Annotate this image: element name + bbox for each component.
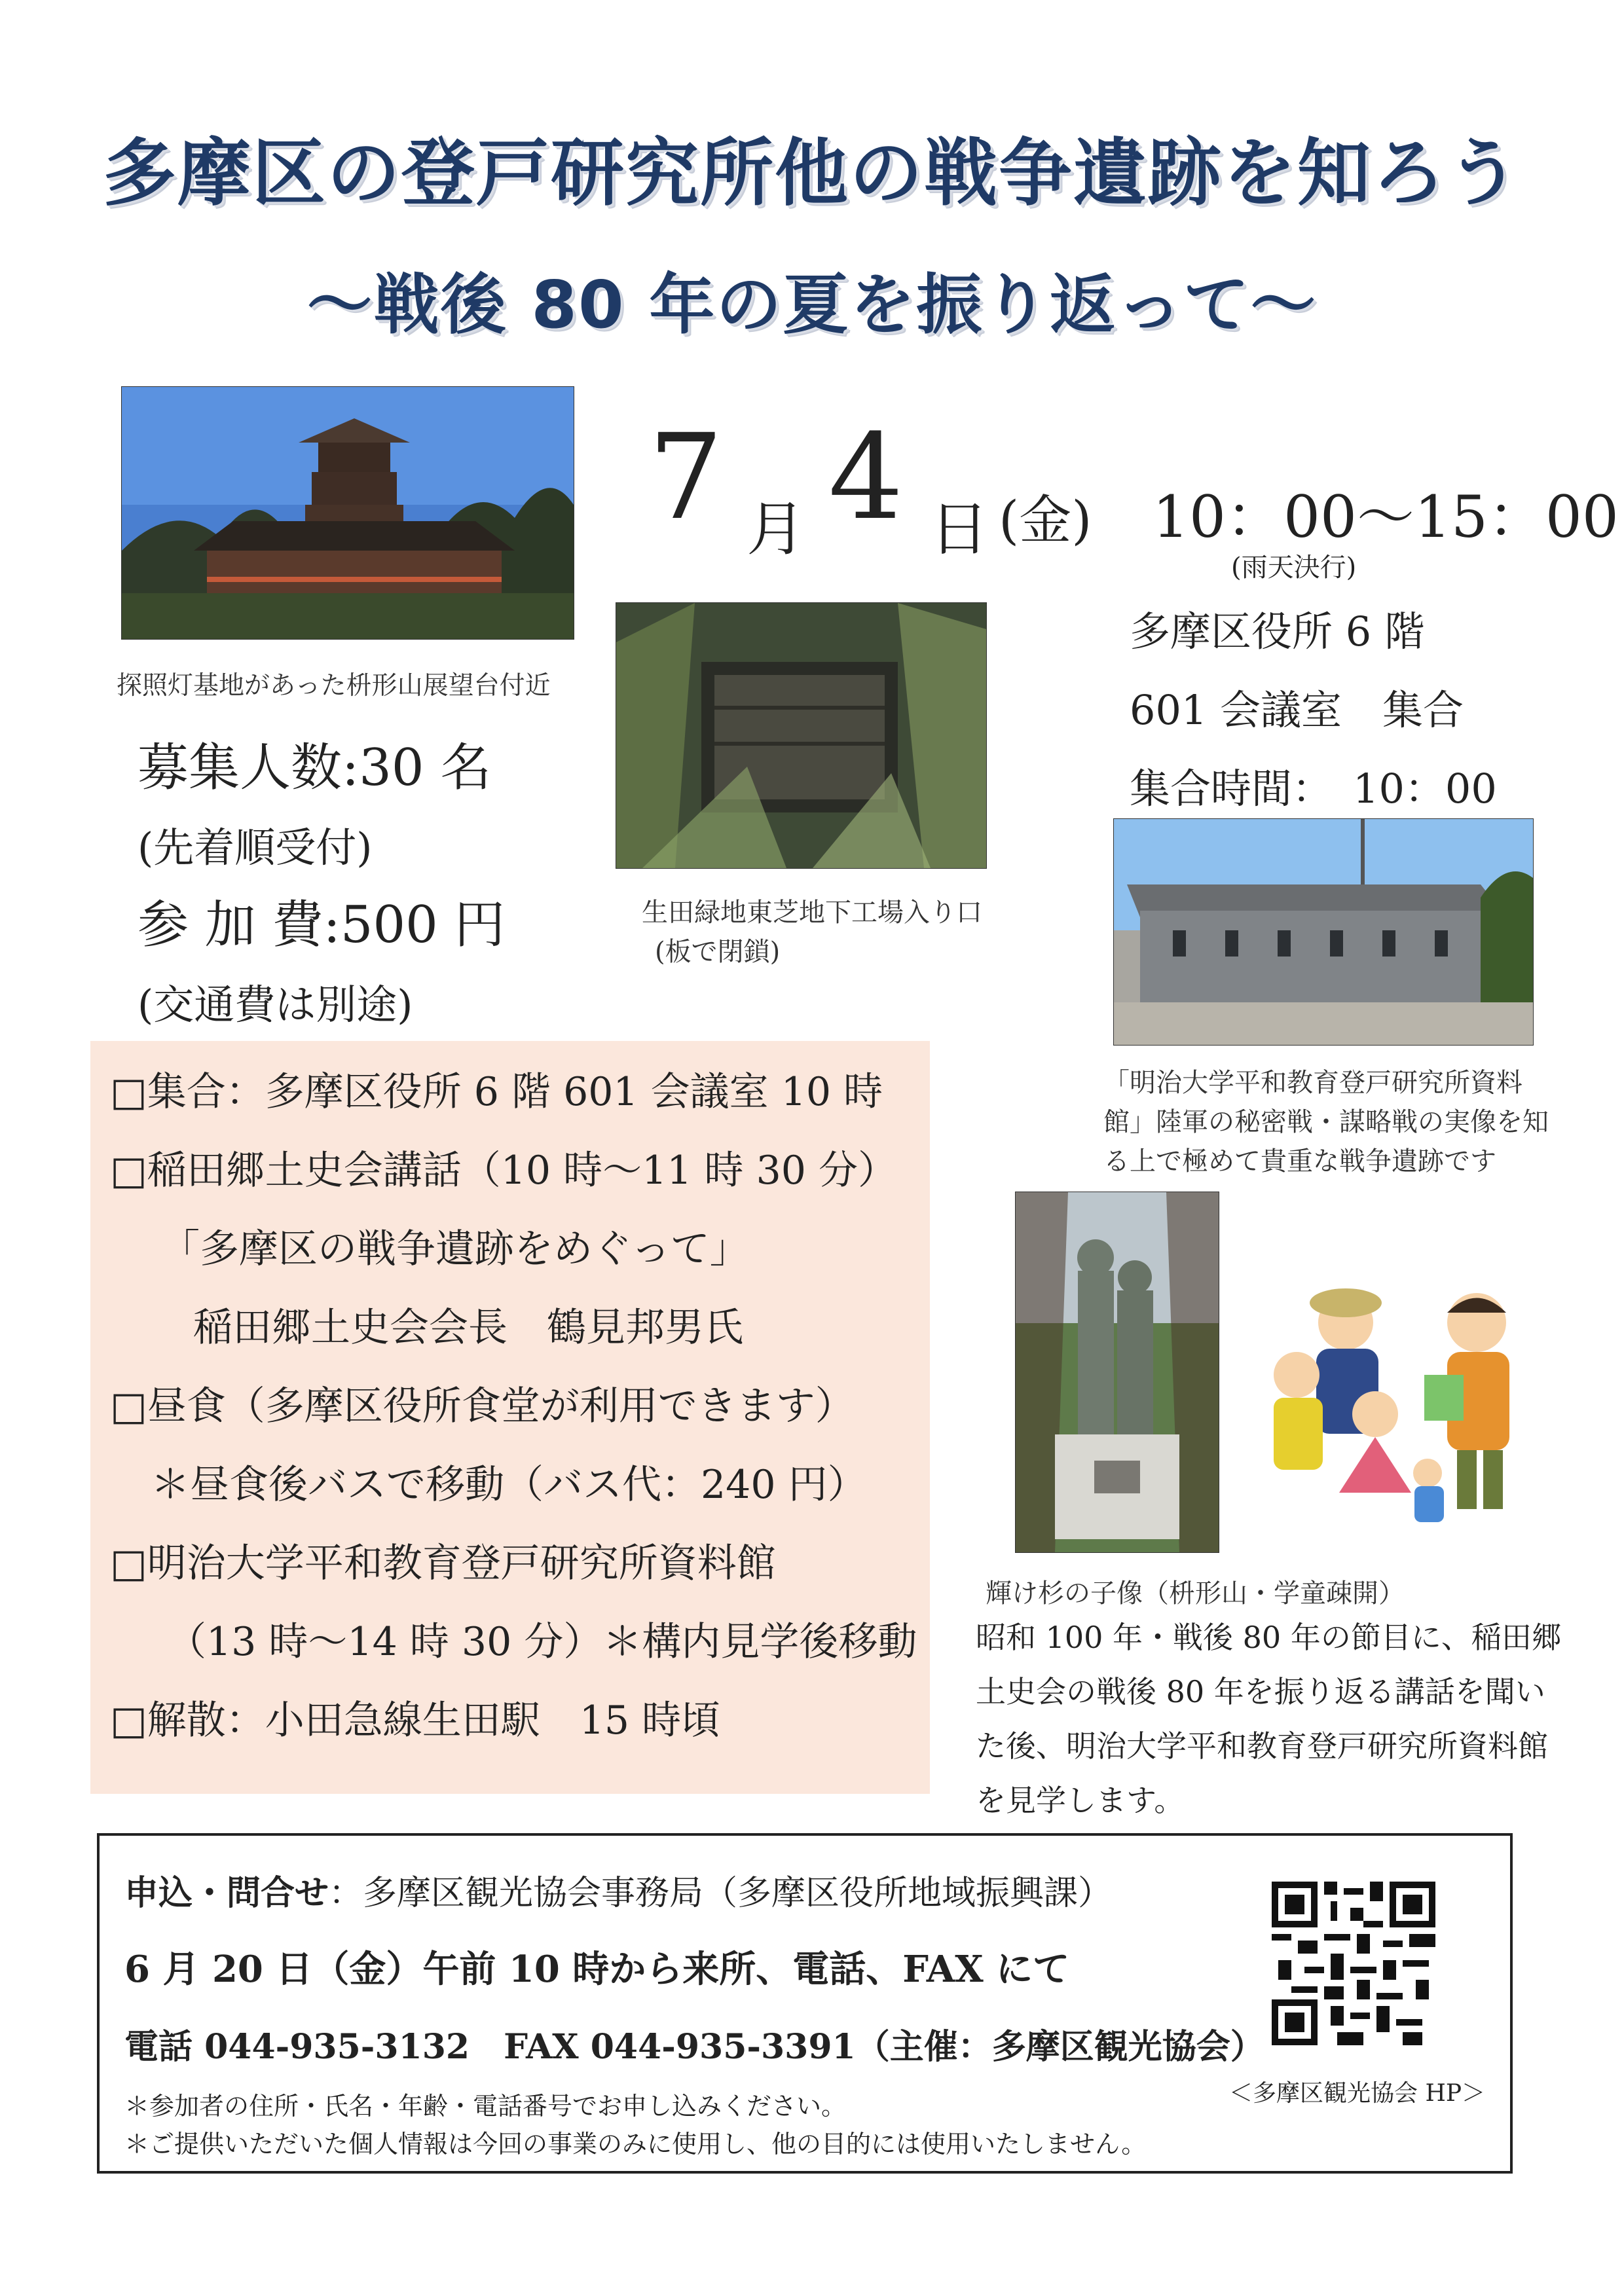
schedule-item: 「多摩区の戦争遺跡をめぐって」 — [160, 1226, 749, 1272]
weather-note: (雨天決行) — [1231, 553, 1357, 583]
event-weekday: (金) — [999, 490, 1092, 551]
schedule-item: □解散：小田急線生田駅 15 時頃 — [110, 1698, 721, 1743]
place-line-1: 多摩区役所 6 階 — [1130, 608, 1425, 655]
bunker-photo — [616, 602, 987, 869]
description-line: た後、明治大学平和教育登戸研究所資料館 — [976, 1728, 1548, 1764]
description-line: 土史会の戦後 80 年を振り返る講話を聞い — [976, 1674, 1545, 1709]
event-month-unit: 月 — [747, 495, 805, 564]
contact-line-2: 6 月 20 日（金）午前 10 時から来所、電話、FAX にて — [124, 1948, 1070, 1991]
contact-note-1: ＊参加者の住所・氏名・年齢・電話番号でお申し込みください。 — [124, 2092, 847, 2121]
contact-line-3: 電話 044-935-3132 FAX 044-935-3391（主催：多摩区観光協会） — [124, 2027, 1264, 2067]
bunker-caption-2: (板で閉鎖) — [655, 937, 781, 967]
description-line: を見学します。 — [976, 1783, 1185, 1818]
schedule-item: ＊昼食後バスで移動（バス代：240 円） — [151, 1462, 867, 1508]
event-time: 10：00～15：00 — [1153, 483, 1619, 551]
contact-line-1 — [124, 1865, 1112, 1914]
place-line-2: 601 会議室 集合 — [1130, 686, 1464, 734]
contact-note-2: ＊ご提供いただいた個人情報は今回の事業のみに使用し、他の目的には使用いたしません。 — [124, 2130, 1147, 2159]
event-day: 4 — [828, 409, 904, 546]
schedule-item: □集合：多摩区役所 6 階 601 会議室 10 時 — [110, 1069, 883, 1115]
capacity-note: (先着順受付) — [138, 824, 373, 871]
meeting-time: 集合時間： 10：00 — [1130, 765, 1497, 812]
statue-photo — [1015, 1192, 1219, 1553]
schedule-item: □明治大学平和教育登戸研究所資料館 — [110, 1540, 776, 1586]
tower-caption: 探照灯基地があった枡形山展望台付近 — [117, 671, 551, 701]
schedule-item: 稲田郷土史会会長 鶴見邦男氏 — [193, 1305, 743, 1351]
page-title: 多摩区の登戸研究所他の戦争遺跡を知ろう — [103, 131, 1521, 216]
contact-box — [97, 1833, 1513, 2174]
schedule-item: （13 時～14 時 30 分）＊構内見学後移動 — [167, 1619, 917, 1665]
fee: 参 加 費:500 円 — [138, 896, 506, 955]
tower-photo — [121, 386, 574, 640]
fee-note: (交通費は別途) — [138, 981, 413, 1029]
museum-caption-1: 「明治大学平和教育登戸研究所資料 — [1103, 1068, 1522, 1098]
description-line: 昭和 100 年・戦後 80 年の節目に、稲田郷 — [976, 1620, 1562, 1655]
capacity: 募集人数:30 名 — [138, 738, 492, 797]
bunker-caption-1: 生田緑地東芝地下工場入り口 — [642, 898, 982, 928]
museum-photo — [1113, 818, 1534, 1046]
page-subtitle: ～戦後 80 年の夏を振り返って～ — [306, 266, 1318, 343]
museum-caption-2: 館」陸軍の秘密戦・謀略戦の実像を知 — [1103, 1107, 1549, 1137]
event-month: 7 — [648, 409, 724, 546]
statue-caption: 輝け杉の子像（枡形山・学童疎開） — [986, 1578, 1405, 1609]
contact-label: 申込・問合せ — [124, 1873, 329, 1913]
qr-code-icon[interactable] — [1272, 1882, 1435, 2045]
schedule-item: □昼食（多摩区役所食堂が利用できます） — [110, 1383, 855, 1429]
schedule-item: □稲田郷土史会講話（10 時～11 時 30 分） — [110, 1148, 898, 1194]
family-illustration — [1261, 1277, 1549, 1552]
museum-caption-3: る上で極めて貴重な戦争遺跡です — [1103, 1146, 1496, 1176]
qr-caption: ＜多摩区観光協会 HP＞ — [1229, 2080, 1486, 2107]
contact-office: ：多摩区観光協会事務局（多摩区役所地域振興課） — [329, 1874, 1113, 1913]
event-day-unit: 日 — [930, 495, 989, 564]
